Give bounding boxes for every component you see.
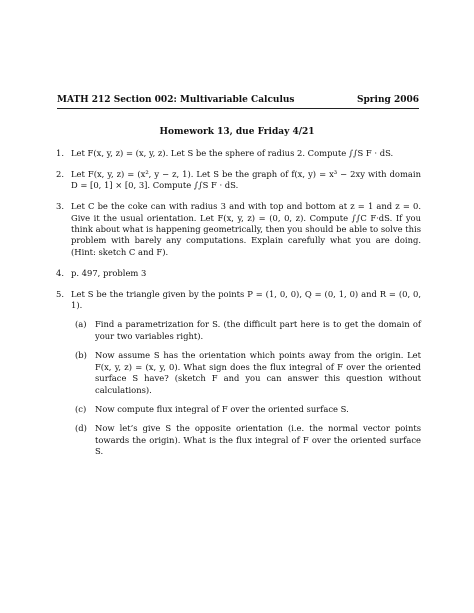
problem-number: 2. — [56, 168, 64, 179]
part-text: Find a parametrization for S. (the difficult part here is to get the domain of your two variables right). — [95, 319, 421, 341]
homework-title: Homework 13, due Friday 4/21 — [159, 127, 315, 137]
term-label: Spring 2006 — [357, 95, 419, 105]
problem-3 — [56, 201, 421, 258]
problem-5 — [56, 289, 421, 458]
part-label: (a) — [75, 319, 87, 330]
problem-2 — [56, 169, 421, 192]
problem-text: Let F(x, y, z) = (x, y, z). Let S be the sphere of radius 2. Compute ∫∫S F · dS. — [71, 148, 394, 158]
problem-list — [56, 148, 421, 467]
part-label: (d) — [75, 423, 87, 434]
problem-text: Let F(x, y, z) = (x², y − z, 1). Let S be the graph of f(x, y) = x³ − 2xy with domain D = [0, 1] × [0, 3]. Compute ∫∫S F · dS. — [71, 168, 421, 191]
problem-4 — [56, 268, 421, 279]
part-text: Now assume S has the orientation which points away from the origin. Let F(x, y, z) = (x, y, 0). What sign does the flux integral of F over the oriented surface S have? (sketch F and you can answer this question without calculations). — [95, 350, 421, 395]
problem-text: p. 497, problem 3 — [71, 267, 147, 278]
problem-text: Let C be the coke can with radius 3 and with top and bottom at z = 1 and z = 0. Give it the usual orientation. Let F(x, y, z) = (0, 0, z). Compute ∫∫C F·dS. If you think about what is happening geometrically, then you should be able to solve this problem with barely any computations. Explain carefully what you are doing. (Hint: sketch C and F). — [71, 201, 421, 257]
problem-number: 5. — [56, 288, 64, 299]
problem-5-part-d — [71, 423, 421, 457]
part-text: Now let’s give S the opposite orientation (i.e. the normal vector points towards the origin). What is the flux integral of F over the oriented surface S. — [95, 423, 421, 457]
part-text: Now compute flux integral of F over the oriented surface S. — [95, 403, 349, 414]
problem-number: 3. — [56, 201, 64, 212]
course-title: MATH 212 Section 002: Multivariable Calculus — [57, 95, 295, 105]
problem-body — [71, 289, 421, 458]
part-label: (b) — [75, 350, 87, 361]
problem-1 — [56, 148, 421, 159]
part-label: (c) — [75, 403, 87, 414]
problem-5-part-b — [71, 350, 421, 396]
problem-5-part-c — [71, 404, 421, 415]
problem-5-part-a — [71, 319, 421, 342]
problem-number: 1. — [56, 148, 64, 158]
page-header — [57, 95, 419, 109]
problem-number: 4. — [56, 267, 64, 278]
problem-text: Let S be the triangle given by the points P = (1, 0, 0), Q = (0, 1, 0) and R = (0, 0, 1). — [71, 288, 421, 311]
